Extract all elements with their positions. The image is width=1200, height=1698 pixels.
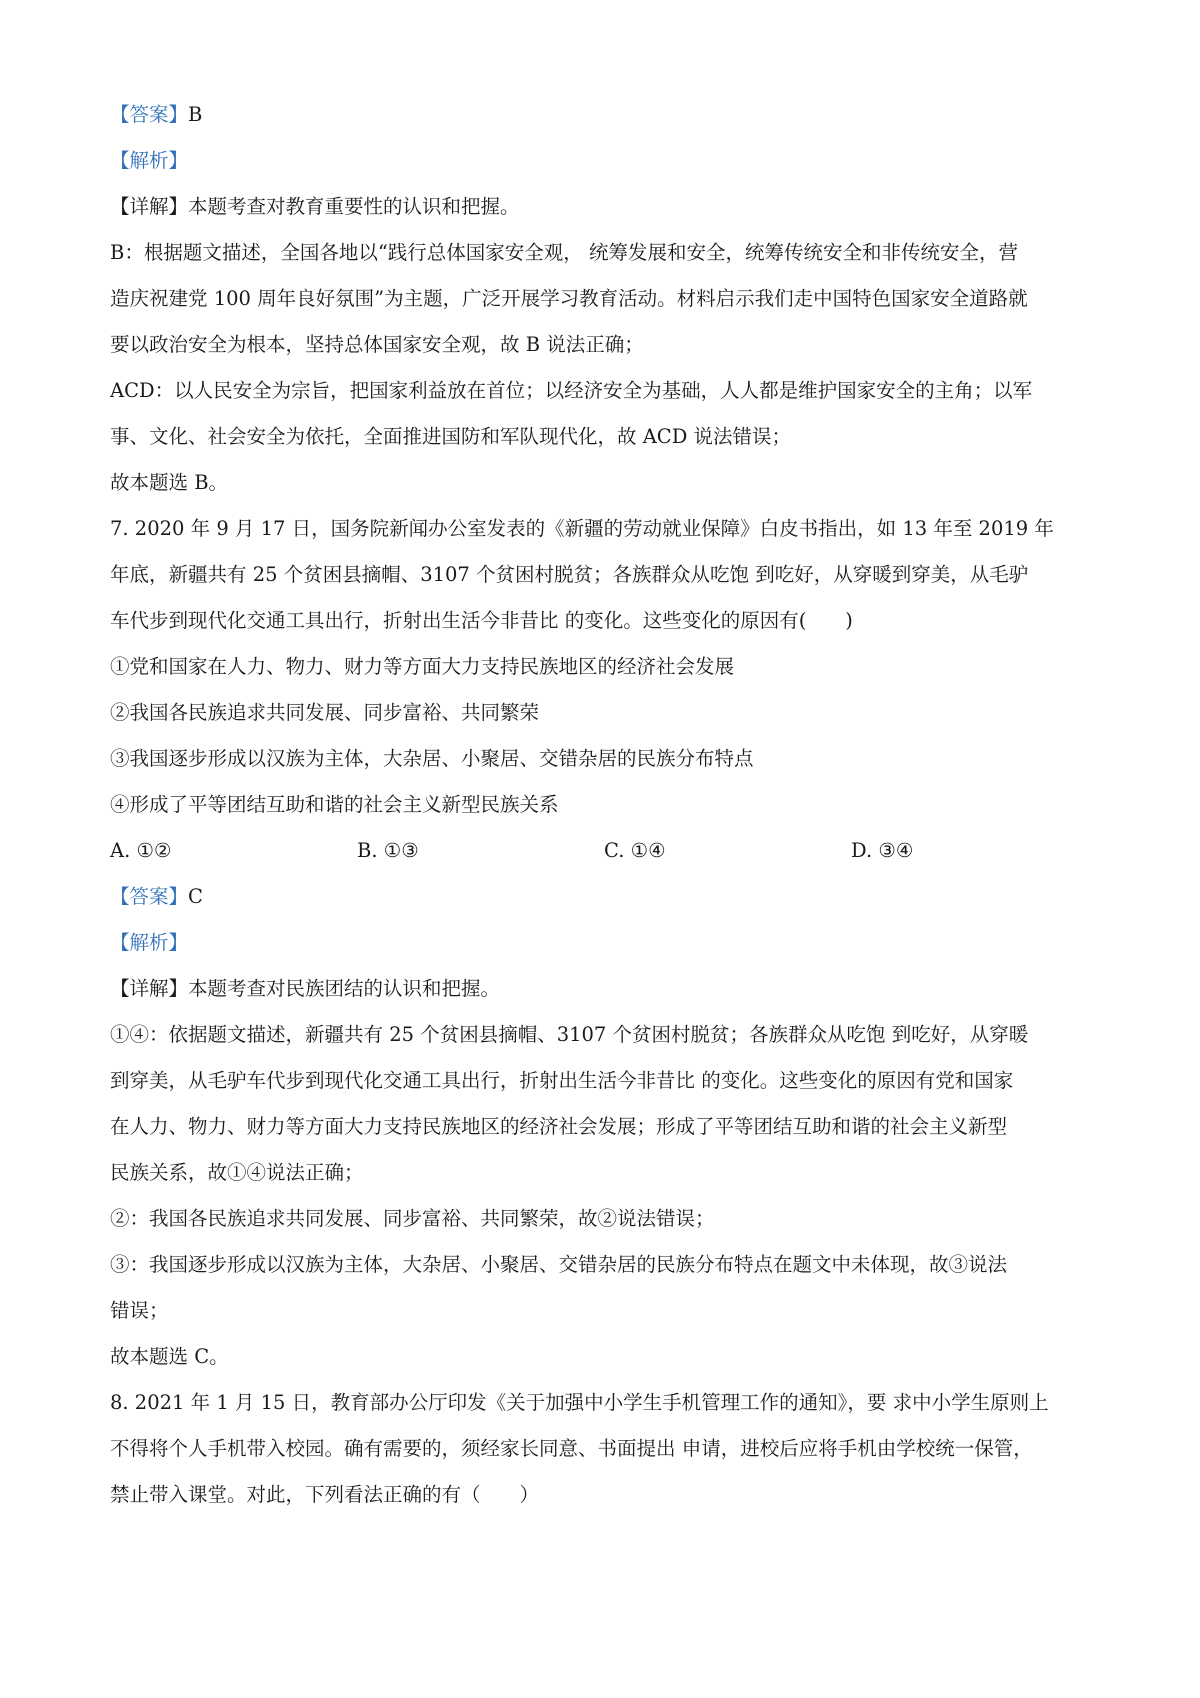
q7-option-d: D. ③④ [851,839,914,862]
q8-stem-line: 禁止带入课堂。对此，下列看法正确的有（ ） [110,1483,540,1506]
detail-tag: 【详解】 [110,977,189,1000]
q7-text-line: 错误； [110,1299,169,1322]
q6-answer [110,92,1100,138]
q7-option-c: C. ①④ [604,839,666,862]
answer-tag: 【答案】 [110,103,189,126]
q6-text-line: 事、文化、社会安全为依托，全面推进国防和军队现代化，故 ACD 说法错误； [110,425,792,448]
q7-analysis [110,920,1100,966]
q7-item-2: ②我国各民族追求共同发展、同步富裕、共同繁荣 [110,701,540,724]
q7-options [110,828,1100,874]
q7-stem-line: 7. 2020 年 9 月 17 日，国务院新闻办公室发表的《新疆的劳动就业保障》白皮书指出，如 13 年至 2019 年 [110,517,1054,540]
q7-stem-line: 车代步到现代化交通工具出行，折射出生活今非昔比 的变化。这些变化的原因有( ) [110,609,853,632]
page-content [110,92,1100,1518]
q6-text-line: 造庆祝建党 100 周年良好氛围”为主题，广泛开展学习教育活动。材料启示我们走中国特色国家安全道路就 [110,287,1028,310]
q7-detail [110,966,1100,1012]
q7-option-b: B. ①③ [357,839,419,862]
q7-stem-line: 年底，新疆共有 25 个贫困县摘帽、3107 个贫困村脱贫；各族群众从吃饱 到吃好，从穿暖到穿美，从毛驴 [110,563,1029,586]
q7-item-3: ③我国逐步形成以汉族为主体，大杂居、小聚居、交错杂居的民族分布特点 [110,747,754,770]
q6-conclusion: 故本题选 B。 [110,471,229,494]
q8-stem-line: 不得将个人手机带入校园。确有需要的，须经家长同意、书面提出 申请，进校后应将手机由学校统一保管， [110,1437,1033,1460]
detail-text: 本题考查对民族团结的认识和把握。 [188,977,501,1000]
q6-detail [110,184,1100,230]
detail-tag: 【详解】 [110,195,189,218]
answer-value: B [188,103,203,126]
q6-text-line: B：根据题文描述，全国各地以“践行总体国家安全观， 统筹发展和安全，统筹传统安全和非传统安全，营 [110,241,1018,264]
analysis-tag: 【解析】 [110,931,189,954]
answer-value: C [188,885,203,908]
q7-conclusion: 故本题选 C。 [110,1345,229,1368]
detail-text: 本题考查对教育重要性的认识和把握。 [188,195,520,218]
q7-text-line: 在人力、物力、财力等方面大力支持民族地区的经济社会发展；形成了平等团结互助和谐的社会主义新型 [110,1115,1008,1138]
answer-tag: 【答案】 [110,885,189,908]
q6-text-line: ACD：以人民安全为宗旨，把国家利益放在首位；以经济安全为基础，人人都是维护国家安全的主角；以军 [110,379,1033,402]
q6-text-line: 要以政治安全为根本，坚持总体国家安全观，故 B 说法正确； [110,333,644,356]
q7-text-line: ③：我国逐步形成以汉族为主体，大杂居、小聚居、交错杂居的民族分布特点在题文中未体现，故③说法 [110,1253,1008,1276]
q7-text-line: 到穿美，从毛驴车代步到现代化交通工具出行，折射出生活今非昔比 的变化。这些变化的原因有党和国家 [110,1069,1014,1092]
q8-stem-line: 8. 2021 年 1 月 15 日，教育部办公厅印发《关于加强中小学生手机管理工作的通知》，要 求中小学生原则上 [110,1391,1049,1414]
analysis-tag: 【解析】 [110,149,189,172]
q7-answer [110,874,1100,920]
q7-text-line: ①④：依据题文描述，新疆共有 25 个贫困县摘帽、3107 个贫困村脱贫；各族群众从吃饱 到吃好，从穿暖 [110,1023,1029,1046]
q6-analysis [110,138,1100,184]
q7-item-4: ④形成了平等团结互助和谐的社会主义新型民族关系 [110,793,559,816]
q7-text-line: 民族关系，故①④说法正确； [110,1161,364,1184]
q7-option-a: A. ①② [110,839,172,862]
q7-text-line: ②：我国各民族追求共同发展、同步富裕、共同繁荣，故②说法错误； [110,1207,715,1230]
q7-item-1: ①党和国家在人力、物力、财力等方面大力支持民族地区的经济社会发展 [110,655,735,678]
